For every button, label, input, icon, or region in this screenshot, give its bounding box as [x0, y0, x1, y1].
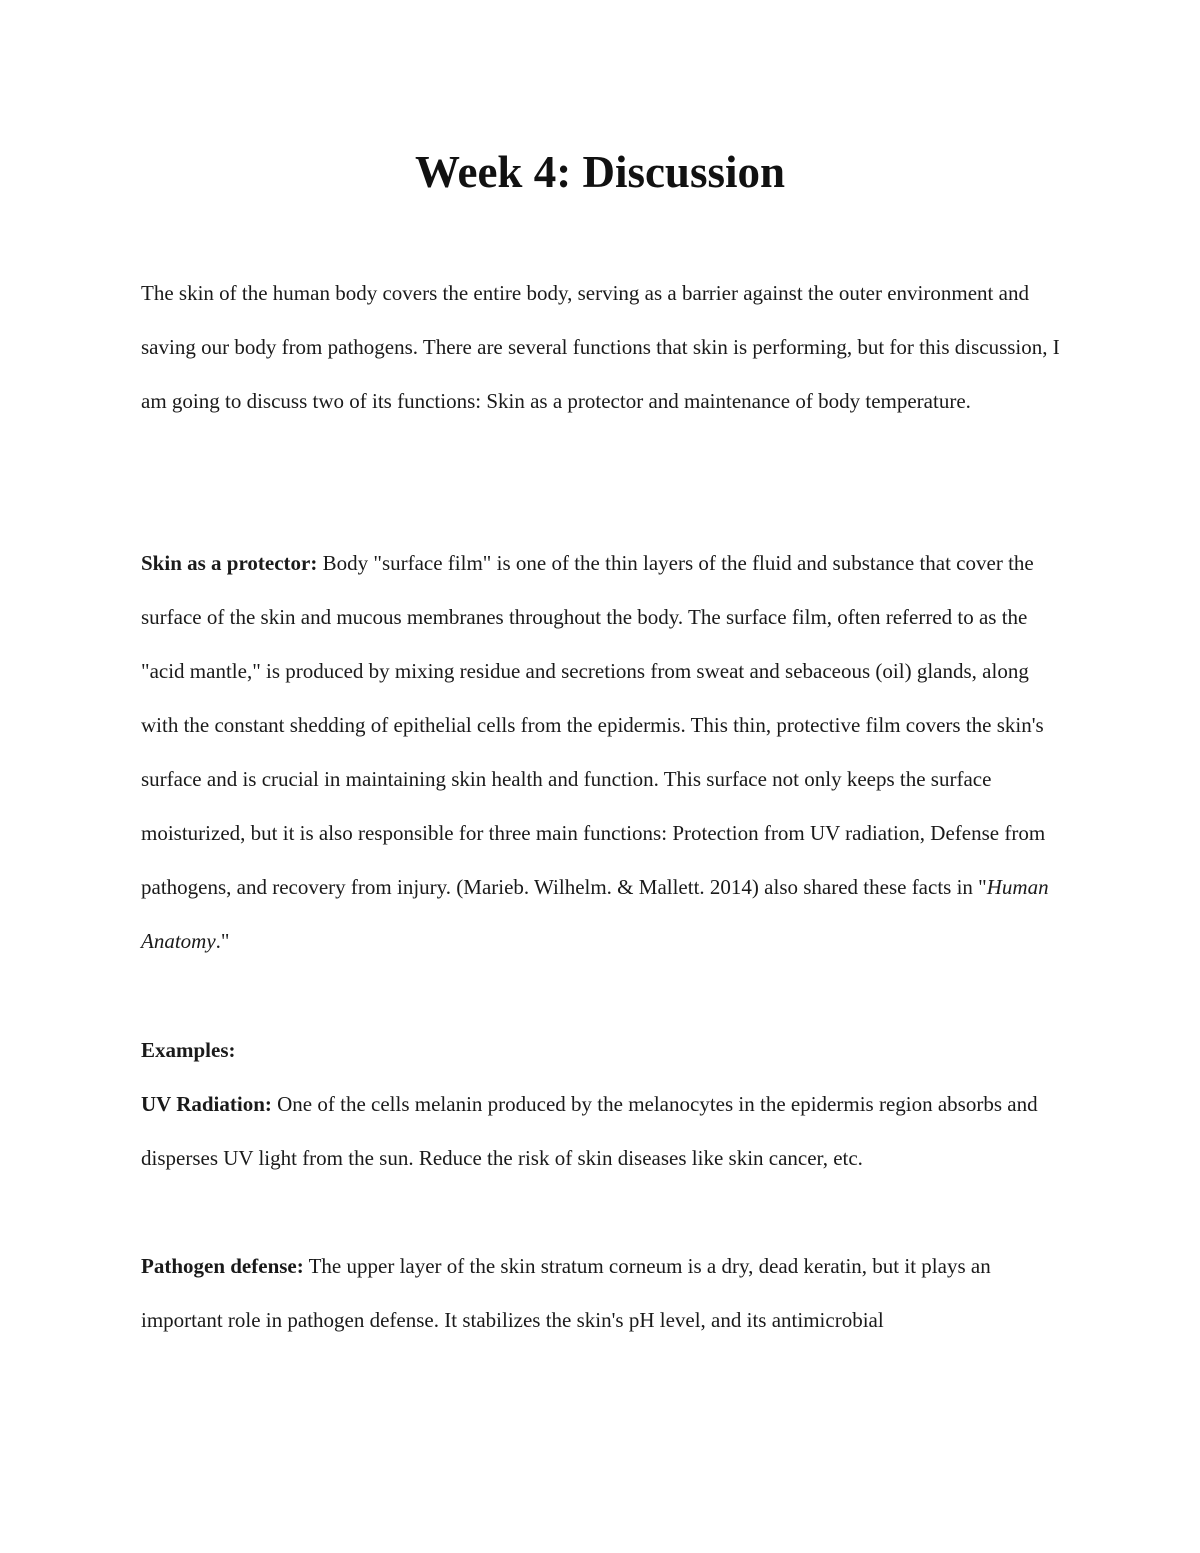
uv-heading: UV Radiation:: [141, 1092, 272, 1116]
pathogen-heading: Pathogen defense:: [141, 1254, 304, 1278]
book-title: Human Anatomy: [141, 875, 1049, 953]
uv-paragraph: [141, 1077, 1071, 1185]
protector-paragraph: [141, 536, 1071, 968]
uv-text: One of the cells melanin produced by the melanocytes in the epidermis region absorbs and disperses UV light from the sun. Reduce the risk of skin diseases like skin cancer, etc.: [141, 1092, 1038, 1170]
protector-text: Body "surface film" is one of the thin layers of the fluid and substance that cover the surface of the skin and mucous membranes throughout the body. The surface film, often referred to as the "acid mantle," is produced by mixing residue and secretions from sweat and sebaceous (oil) glands, along with the constant shedding of epithelial cells from the epidermis. This thin, protective film covers the skin's surface and is crucial in maintaining skin health and function. This surface not only keeps the surface moisturized, but it is also responsible for three main functions: Protection from UV radiation, Defense from pathogens, and recovery from injury. (Marieb. Wilhelm. & Mallett. 2014) also shared these facts in ": [141, 551, 1046, 899]
examples-heading: Examples:: [141, 1038, 236, 1062]
protector-closing: .": [215, 929, 230, 953]
page-title: Week 4: Discussion: [414, 147, 786, 197]
protector-heading: Skin as a protector:: [141, 551, 318, 575]
pathogen-text: The upper layer of the skin stratum corneum is a dry, dead keratin, but it plays an important role in pathogen defense. It stabilizes the skin's pH level, and its antimicrobial: [141, 1254, 991, 1332]
intro-paragraph: The skin of the human body covers the entire body, serving as a barrier against the outer environment and saving our body from pathogens. There are several functions that skin is performing, but for this discussion, I am going to discuss two of its functions: Skin as a protector and maintenance of body temperature.: [141, 281, 1060, 413]
pathogen-paragraph: [141, 1239, 1071, 1347]
